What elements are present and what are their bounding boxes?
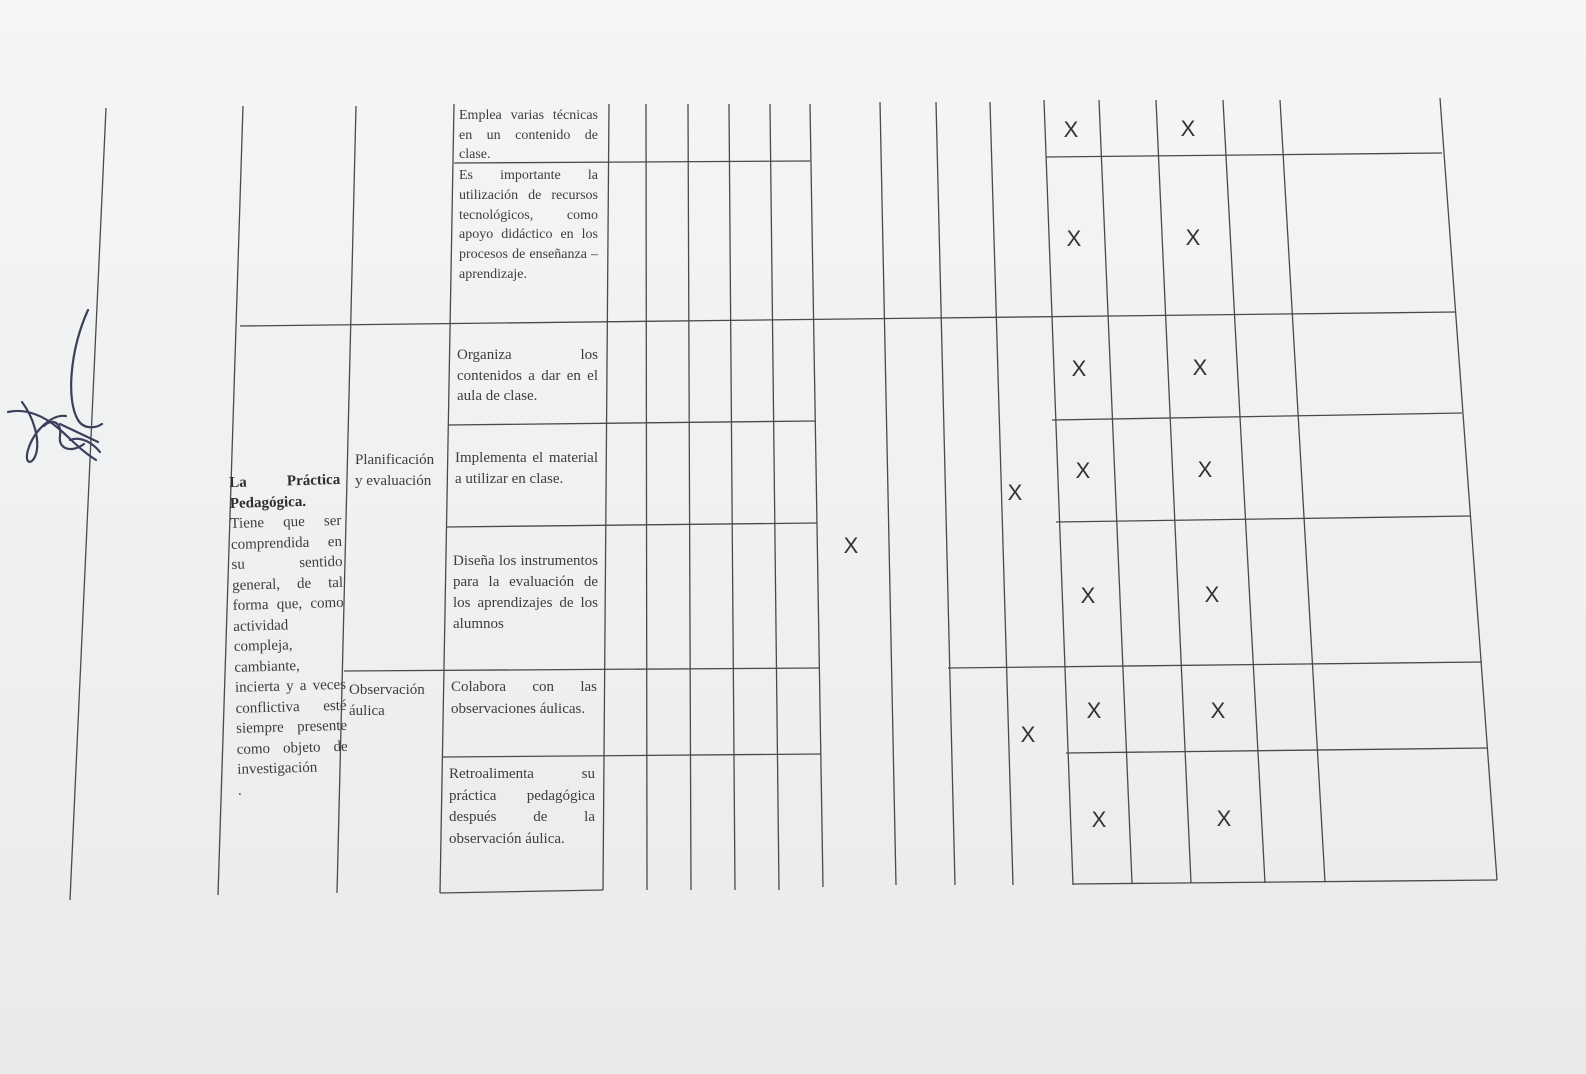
mark-x: X [1020,722,1036,747]
mark-x: X [1210,698,1226,723]
variable-trailing-mark: . [237,782,242,799]
dimension-observacion: Observación áulica [349,682,425,719]
indicator-3: Organiza los contenidos a dar en el aula de clase. [457,347,598,404]
mark-x: X [1063,117,1079,142]
mark-x: X [1066,226,1082,251]
indicator-1: Emplea varias técnicas en un contenido de clase. [459,108,598,162]
indicator-4: Implementa el material a utilizar en clase. [455,450,598,487]
indicator-6: Colabora con las observaciones áulicas. [451,679,597,717]
indicator-2: Es importante la utilización de recursos tecnológicos, como apoyo didáctico en los procesos de enseñanza – aprendizaje. [459,168,598,282]
mark-x: X [1086,698,1102,723]
mark-x: X [1192,355,1208,380]
mark-x: X [1216,806,1232,831]
mark-x: X [1091,807,1107,832]
dimension-planificacion: Planificación y evaluación [355,452,435,489]
variable-description: Tiene que ser comprendida en su sentido general, de tal forma que, como actividad compleja, cambiante, incierta y a veces conflictiva esté siempre presente como objeto de investigación [230,512,348,778]
mark-x: X [1080,583,1096,608]
mark-x: X [1204,582,1220,607]
mark-x: X [1007,480,1023,505]
indicator-5: Diseña los instrumentos para la evaluación de los aprendizajes de los alumnos [453,553,598,632]
mark-x: X [843,533,859,558]
mark-x: X [1185,225,1201,250]
indicator-7: Retroalimenta su práctica pedagógica después de la observación áulica. [449,766,595,847]
mark-x: X [1197,457,1213,482]
variable-definition [229,470,349,801]
signature-image [0,290,120,480]
mark-x: X [1180,116,1196,141]
variable-title: La Práctica Pedagógica. [229,471,341,512]
mark-x: X [1071,356,1087,381]
mark-x: X [1075,458,1091,483]
